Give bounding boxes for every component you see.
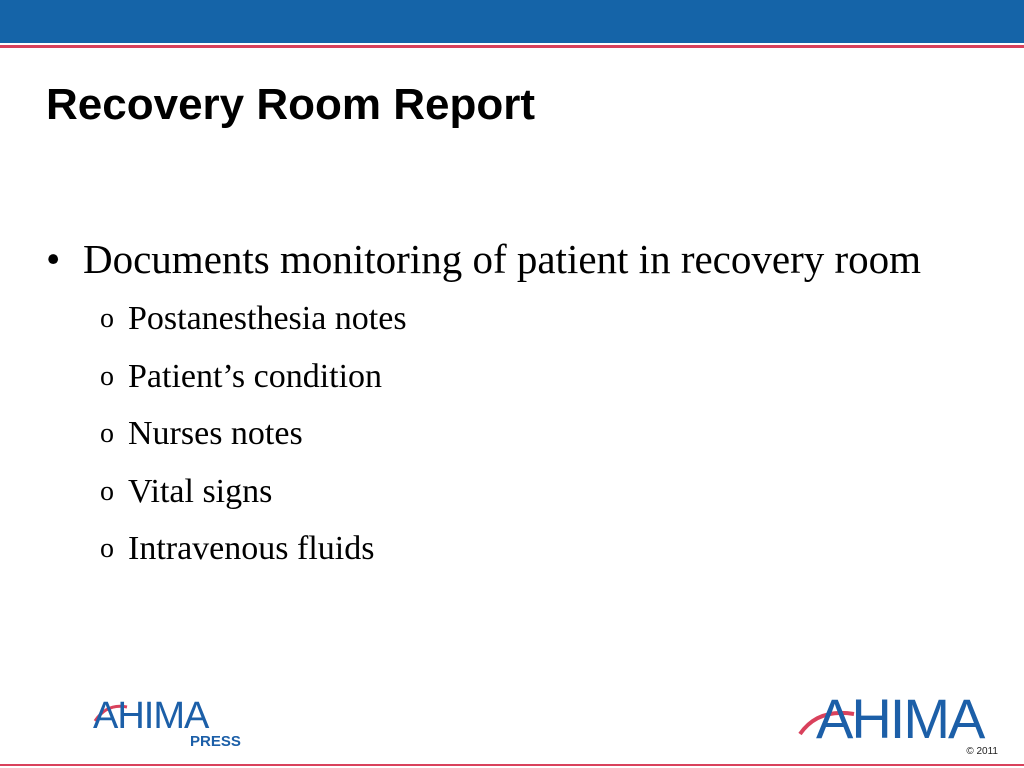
copyright-notice: © 2011 xyxy=(966,746,998,757)
sub-bullet xyxy=(46,472,946,512)
main-bullet xyxy=(46,234,946,285)
bullet-dot-icon: • xyxy=(46,236,61,282)
bullet-list xyxy=(46,234,946,587)
sub-bullet xyxy=(46,414,946,454)
circle-bullet-icon: o xyxy=(100,303,114,334)
ahima-logo xyxy=(798,687,998,750)
logo-wordmark: AHIMA xyxy=(93,695,209,737)
header-bar xyxy=(0,0,1024,43)
sub-bullet-text: Vital signs xyxy=(128,472,273,510)
sub-bullet-text: Patient’s condition xyxy=(128,357,383,395)
sub-bullet-list xyxy=(46,299,946,569)
sub-bullet xyxy=(46,299,946,339)
logo-wordmark: AHIMA xyxy=(816,687,984,750)
footer-accent-rule xyxy=(0,764,1024,766)
sub-bullet-text: Postanesthesia notes xyxy=(128,300,407,337)
logo-press-label: PRESS xyxy=(190,733,241,750)
circle-bullet-icon: o xyxy=(100,475,114,507)
header-accent-rule xyxy=(0,45,1024,48)
ahima-press-logo xyxy=(93,695,243,755)
slide-title: Recovery Room Report xyxy=(46,80,536,129)
circle-bullet-icon: o xyxy=(100,533,114,564)
circle-bullet-icon: o xyxy=(100,360,114,392)
sub-bullet xyxy=(46,357,946,397)
sub-bullet-text: Intravenous fluids xyxy=(128,530,375,567)
sub-bullet-text: Nurses notes xyxy=(128,415,303,452)
circle-bullet-icon: o xyxy=(100,418,114,449)
main-bullet-text: Documents monitoring of patient in recovery room xyxy=(83,236,922,282)
sub-bullet xyxy=(46,529,946,569)
